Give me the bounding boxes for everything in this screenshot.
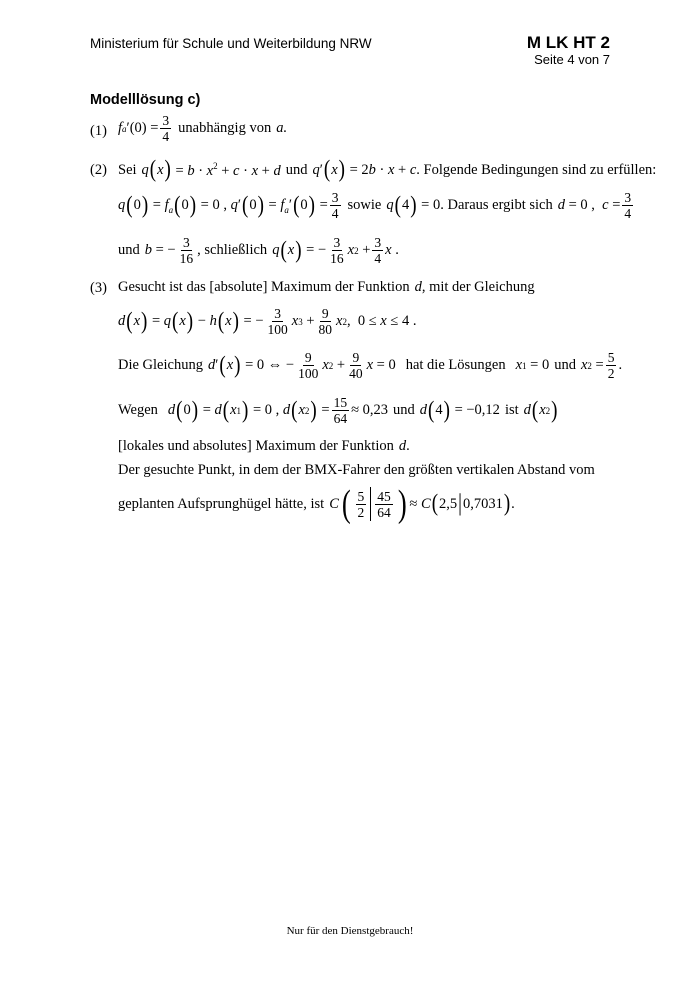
ministry-name: Ministerium für Schule und Weiterbildung NRW	[90, 36, 372, 51]
item-3-line-4: Wegen d ( 0 ) = d ( x 1 ) = 0 , d ( x 2 ) = $\frac{15}{64}$ ≈ 0,23 und d ( 4 ) = −0,12 ist d ( x 2 )	[118, 395, 558, 426]
item-number-1: (1)	[90, 123, 107, 139]
item-3-line-3: Die Gleichung d ′ ( x ) = 0 ⇔ − $\frac{9}{100}$ x 2 + $\frac{9}{40}$ x = 0 hat die Lösungen x 1 = 0 und x 2 = $\frac{5}{2}$ .	[118, 350, 623, 381]
item-2-line-2: q ( 0 ) = $f_a$ ( 0 ) = 0 , q ′ ( 0 ) = $f_a'$ ( 0 ) = $\frac{3}{4}$ sowie q ( 4 ) = 0 . Daraus ergibt sich d = 0 , c = $\frac{3}{4}$	[118, 190, 632, 221]
fraction: $\frac{5}{2}$	[357, 488, 365, 520]
fraction: $\frac{5}{2}$	[607, 350, 615, 381]
item-number-3: (3)	[90, 280, 107, 296]
fraction: $\frac{9}{100}$	[298, 350, 319, 381]
fraction: $\frac{15}{64}$	[333, 395, 348, 426]
item-3-line-6: Der gesuchte Punkt, in dem der BMX-Fahrer den größten vertikalen Abstand vom	[118, 462, 595, 478]
fraction: $\frac{3}{4}$	[374, 235, 382, 266]
item-3-line-7: geplanten Aufsprunghügel hätte, ist C ( $\frac{5}{2}$ $\frac{45}{64}$ ) ≈ C ( 2,5 | 0,7031 ) .	[118, 483, 515, 525]
fraction: $\frac{3}{4}$	[624, 190, 632, 221]
item-3-line-1: Gesucht ist das [absolute] Maximum der Funktion d , mit der Gleichung	[118, 279, 535, 295]
item-3-line-2: d ( x ) = q ( x ) − h ( x ) = − $\frac{3}{100}$ x 3 + $\frac{9}{80}$ x 2 , 0 ≤ x ≤ 4 .	[118, 306, 417, 337]
exam-code: M LK HT 2	[526, 33, 610, 52]
fraction: $\frac{3}{100}$	[267, 306, 288, 337]
fraction: $\frac{3}{16}$	[179, 235, 194, 266]
item-1-line: f a ′(0) = $\frac{3}{4}$ unabhängig von a.	[118, 113, 288, 144]
item-2-line-1: Sei q ( x ) = $b \cdot x^2 + c \cdot x + d$ und q ′ ( x ) = 2b · x + c . Folgende Bedingungen sind zu erfüllen:	[118, 156, 657, 183]
fraction: $\frac{3}{4}$	[331, 190, 339, 221]
item-3-line-5: [lokales und absolutes] Maximum der Funktion d .	[118, 438, 410, 454]
fraction: $\frac{45}{64}$	[377, 488, 391, 520]
page-number: Seite 4 von 7	[534, 52, 610, 67]
fraction: $\frac{9}{80}$	[318, 306, 333, 337]
fraction: $\frac{3}{16}$	[330, 235, 344, 266]
item-2-line-3: und b = − $\frac{3}{16}$ , schließlich q ( x ) = − $\frac{3}{16}$ x 2 + $\frac{3}{4}$ x .	[118, 235, 399, 266]
item-number-2: (2)	[90, 162, 107, 178]
section-title: Modelllösung c)	[90, 92, 201, 108]
fraction: $\frac{9}{40}$	[349, 350, 363, 381]
fraction: $\frac{3}{4}$	[162, 113, 170, 144]
footer-note: Nur für den Dienstgebrauch!	[286, 925, 414, 937]
